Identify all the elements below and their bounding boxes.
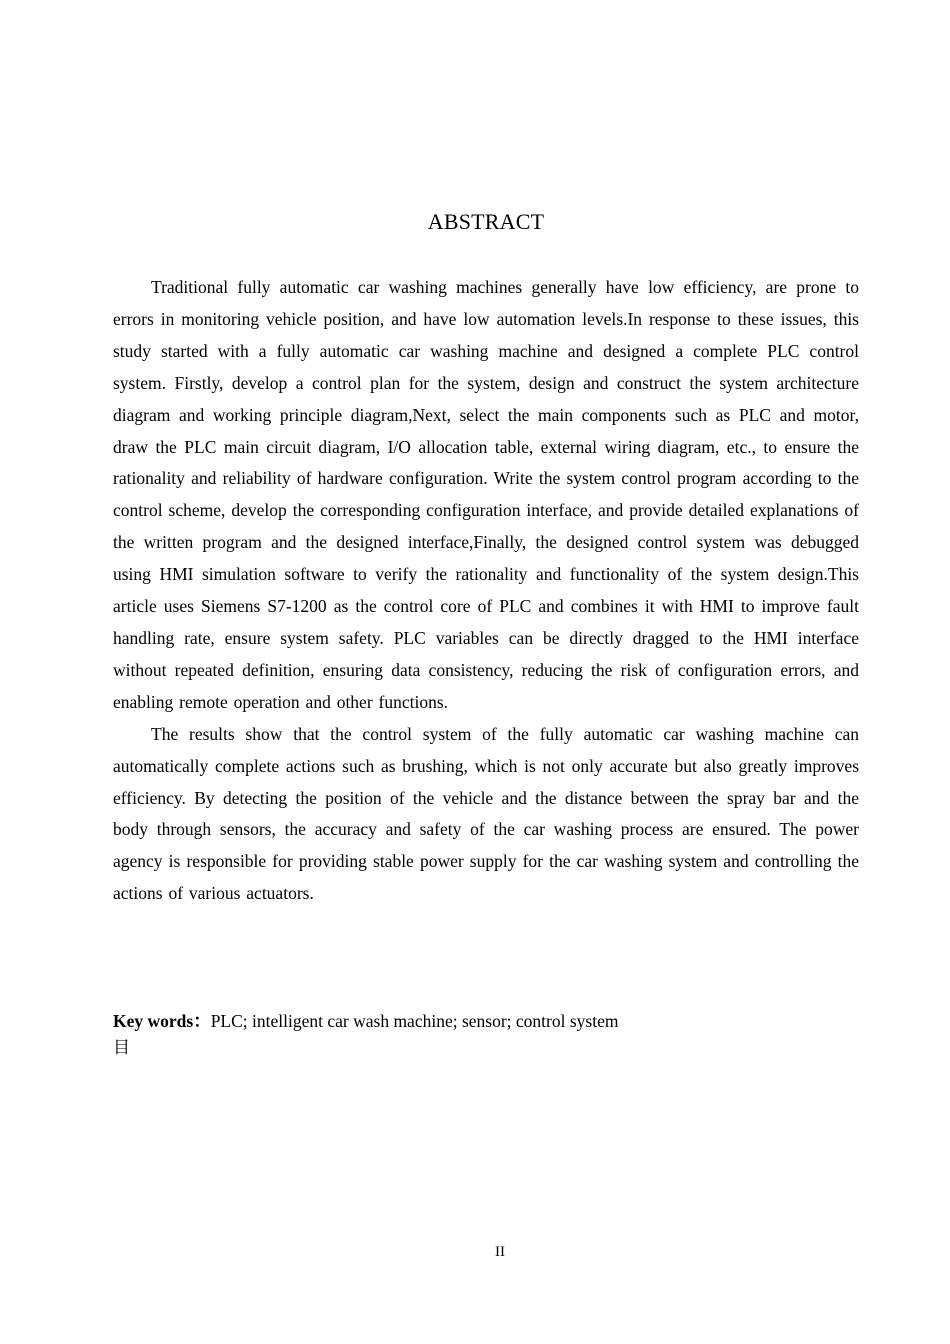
abstract-body [113,272,859,910]
abstract-paragraph-2: The results show that the control system of the fully automatic car washing machine can automatically complete actions such as brushing, which is not only accurate but also greatly improves efficiency. By detecting the position of the vehicle and the distance between the spray bar and the body through sensors, the accuracy and safety of the car washing process are ensured. The power agency is responsible for providing stable power supply for the car washing system and controlling the actions of various actuators. [113,723,859,904]
stray-character: 目 [113,1038,130,1058]
abstract-paragraph-1: Traditional fully automatic car washing machines generally have low efficiency, are prone to errors in monitoring vehicle position, and have low automation levels.In response to these issues, this study started with a fully automatic car washing machine and designed a complete PLC control system. Firstly, develop a control plan for the system, design and construct the system architecture diagram and working principle diagram,Next, select the main components such as PLC and motor, draw the PLC main circuit diagram, I/O allocation table, external wiring diagram, etc., to ensure the rationality and reliability of hardware configuration. Write the system control program according to the control scheme, develop the corresponding configuration interface, and provide detailed explanations of the written program and the designed interface,Finally, the designed control system was debugged using HMI simulation software to verify the rationality and functionality of the system design.This article uses Siemens S7-1200 as the control core of PLC and combines it with HMI to improve fault handling rate, ensure system safety. PLC variables can be directly dragged to the HMI interface without repeated definition, ensuring data consistency, reducing the risk of configuration errors, and enabling remote operation and other functions. [113,277,859,712]
keywords-line [113,1008,859,1034]
keywords-label: Key words： [113,1011,211,1031]
abstract-title: ABSTRACT [427,209,545,234]
keywords-text: PLC; intelligent car wash machine; sensor; control system [210,1011,619,1031]
page-number: II [495,1244,505,1260]
